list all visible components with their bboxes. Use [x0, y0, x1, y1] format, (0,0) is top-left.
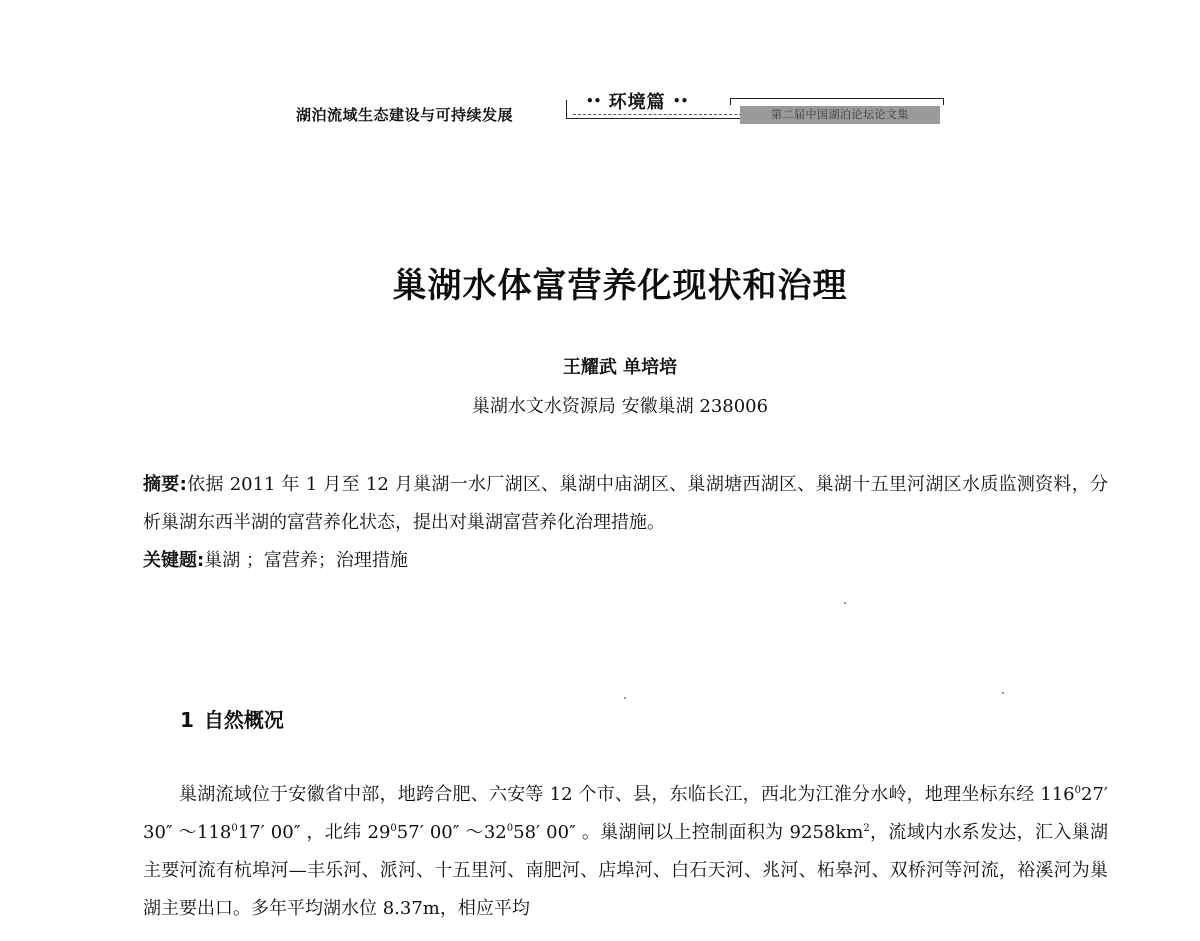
body-text-run: ，流域内水系发达，汇入巢湖主要河流有杭埠河—丰乐河、派河、十五里河、南肥河、店埠河、白石天河、兆河、柘皋河、双桥河等河流，裕溪河为巢湖主要出口。多年平均湖水位 8.37m，相应平均 [143, 822, 1108, 919]
scan-speck [624, 697, 626, 699]
body-paragraph [143, 776, 1108, 928]
body-text-run: 27′ 30″ ～118 [143, 784, 1108, 843]
degree-mark: 0 [506, 823, 514, 834]
degree-mark: 0 [1074, 785, 1081, 796]
running-header-section [582, 88, 692, 114]
body-text [143, 776, 1108, 928]
section-title: 自然概况 [203, 708, 284, 732]
paper-title: 巢湖水体富营养化现状和治理 [392, 266, 848, 306]
running-header-section-label: 环境篇 [608, 92, 666, 113]
scan-speck [1002, 692, 1004, 694]
keywords [143, 542, 1108, 580]
body-text-run: 17′ 00″ ，北纬 29 [237, 822, 391, 843]
keywords-label: 关键题: [143, 550, 205, 571]
section-number: 1 [180, 708, 194, 732]
degree-mark: 0 [390, 823, 397, 834]
paper-authors: 王耀武 单培培 [562, 357, 678, 378]
section-heading [180, 704, 284, 733]
abstract-text: 依据 2011 年 1 月至 12 月巢湖一水厂湖区、巢湖中庙湖区、巢湖塘西湖区、巢湖十五里河湖区水质监测资料，分析巢湖东西半湖的富营养化状态，提出对巢湖富营养化治理措施。 [143, 474, 1108, 533]
superscript-unit: 2 [863, 823, 870, 834]
degree-mark: 0 [231, 823, 238, 834]
header-rule-right [730, 98, 944, 105]
body-text-run: 58′ 00″ 。巢湖闸以上控制面积为 9258km [513, 822, 864, 843]
running-header-book-title: 湖泊流域生态建设与可持续发展 [296, 106, 514, 124]
running-header [296, 84, 946, 128]
keywords-text: 巢湖 ；富营养；治理措施 [204, 550, 408, 571]
abstract-label: 摘要: [143, 474, 187, 495]
paper-affiliation: 巢湖水文水资源局 安徽巢湖 238006 [471, 396, 769, 417]
running-header-proceedings: 第二届中国湖泊论坛论文集 [740, 106, 940, 124]
body-text-run: 57′ 00″ ～32 [396, 822, 507, 843]
scan-speck [844, 602, 846, 604]
abstract [143, 466, 1108, 542]
body-text-run: 巢湖流域位于安徽省中部，地跨合肥、六安等 12 个市、县，东临长江，西北为江淮分水岭，地理坐标东经 116 [179, 784, 1075, 805]
ornament-dots-left: •• [586, 94, 602, 108]
ornament-dots-right: •• [672, 94, 689, 108]
